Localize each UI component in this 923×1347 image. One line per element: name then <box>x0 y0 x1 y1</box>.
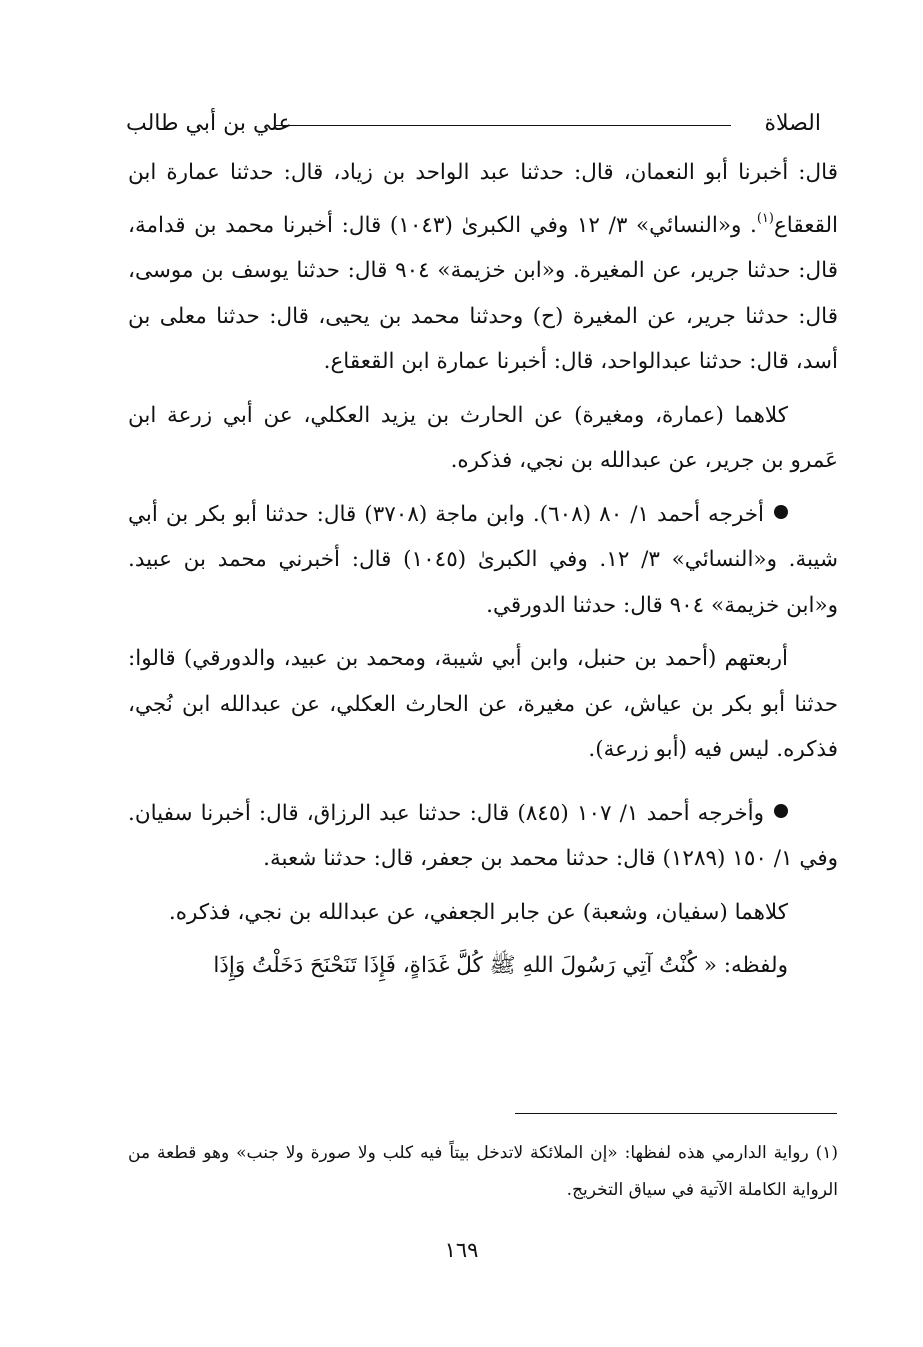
paragraph-7: ولفظه: « كُنْتُ آتِي رَسُولَ اللهِ ﷺ كُلَّ غَدَاةٍ، فَإِذَا تَنَحْنَحَ دَخَلْتُ وَإِذَا <box>213 953 788 978</box>
paragraph-1-text-a: قال: أخبرنا أبو النعمان، قال: حدثنا عبد الواحد بن زياد، قال: حدثنا عمارة ابن القعقاع <box>128 160 838 238</box>
paragraph-3 <box>128 492 838 629</box>
filled-circle-bullet-icon <box>774 505 788 519</box>
paragraph-4: أربعتهم (أحمد بن حنبل، وابن أبي شيبة، ومحمد بن عبيد، والدورقي) قالوا: حدثنا أبو بكر بن عياش، عن مغيرة، عن الحارث العكلي، عن عبدالله ابن نُجي، فذكره. ليس فيه (أبو زرعة). <box>128 646 838 762</box>
footnotes <box>128 1135 838 1209</box>
paragraph-1-text-b: . و«النسائي» ٣/ ١٢ وفي الكبرىٰ (١٠٤٣) قال: أخبرنا محمد بن قدامة، قال: حدثنا جرير، عن المغيرة. و«ابن خزيمة» ٩٠٤ قال: حدثنا يوسف بن موسى، قال: حدثنا جرير، عن المغيرة (ح) وحدثنا محمد بن يحيى، قال: حدثنا معلى بن أسد، قال: حدثنا عبدالواحد، قال: أخبرنا عمارة ابن القعقاع. <box>128 212 839 374</box>
section-title: الصلاة <box>764 111 821 136</box>
paragraph-1 <box>128 150 838 385</box>
footnote-reference[interactable]: (١) <box>756 210 774 226</box>
paragraph-5-text: وأخرجه أحمد ١/ ١٠٧ (٨٤٥) قال: حدثنا عبد الرزاق، قال: أخبرنا سفيان. وفي ١/ ١٥٠ (١٢٨٩) قال: حدثنا محمد بن جعفر، قال: حدثنا شعبة. <box>128 800 838 871</box>
paragraph-5 <box>128 791 838 882</box>
main-text <box>128 150 838 989</box>
filled-circle-bullet-icon <box>774 804 788 818</box>
running-header <box>126 104 821 144</box>
paragraph-2: كلاهما (عمارة، ومغيرة) عن الحارث بن يزيد العكلي، عن أبي زرعة ابن عَمرو بن جرير، عن عبدالله بن نجي، فذكره. <box>128 402 838 473</box>
footnote-1: (١) رواية الدارمي هذه لفظها: «إن الملائكة لاتدخل بيتاً فيه كلب ولا صورة ولا جنب» وهو قطعة من الرواية الكاملة الآتية في سياق التخريج. <box>128 1143 838 1200</box>
running-title: علي بن أبي طالب <box>126 111 292 136</box>
footnote-separator <box>515 1113 837 1114</box>
header-rule <box>276 125 731 126</box>
paragraph-6: كلاهما (سفيان، وشعبة) عن جابر الجعفي، عن عبدالله بن نجي، فذكره. <box>168 899 788 925</box>
paragraph-3-text: أخرجه أحمد ١/ ٨٠ (٦٠٨). وابن ماجة (٣٧٠٨) قال: حدثنا أبو بكر بن أبي شيبة. و«النسائي» ٣/ ١٢. وفي الكبرىٰ (١٠٤٥) قال: أخبرني محمد بن عبيد. و«ابن خزيمة» ٩٠٤ قال: حدثنا الدورقي. <box>128 501 839 618</box>
page-number: ١٦٩ <box>444 1238 479 1262</box>
